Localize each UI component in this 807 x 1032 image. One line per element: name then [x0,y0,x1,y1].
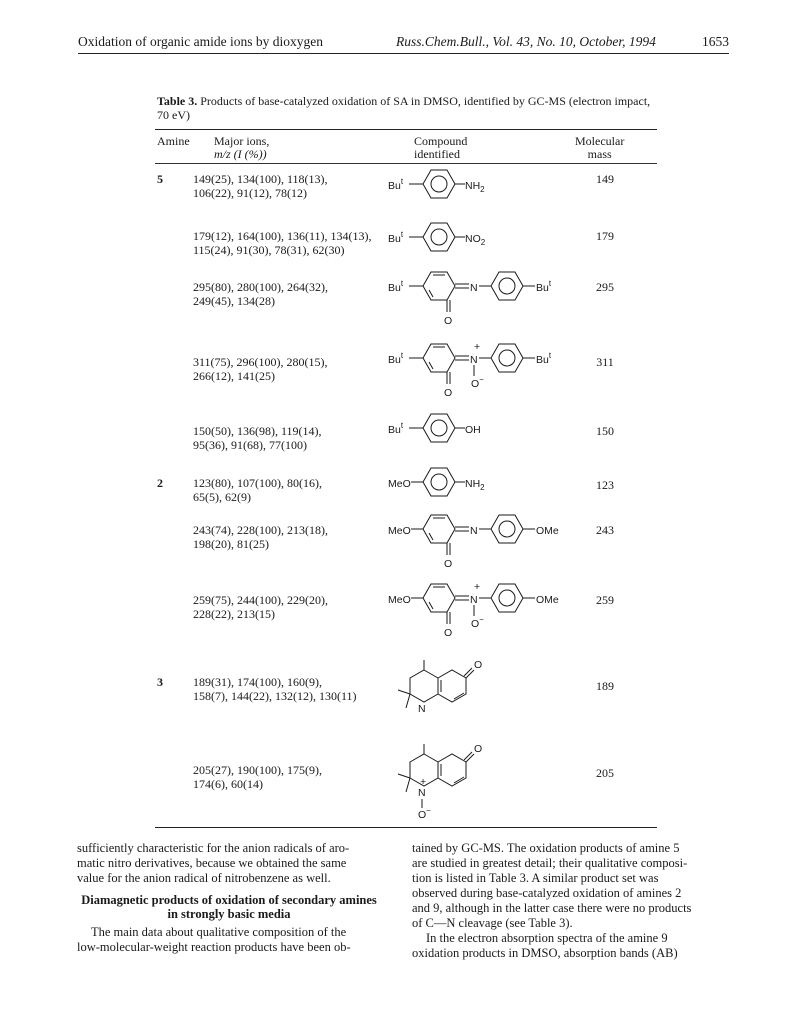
header-mass-line1: Molecular [575,134,625,148]
molecular-mass: 189 [596,679,614,693]
table-row-ions [193,280,393,308]
svg-text:But: Bu$^t$ [536,351,552,366]
structure-tbu-phenol [385,410,525,446]
structure-quinone-imine [385,268,585,328]
table-header-rule [155,163,657,164]
svg-text:O: O [474,743,483,755]
molecular-mass: 259 [596,593,614,607]
running-header-title: Oxidation of organic amide ions by dioxygen [78,34,323,49]
table-row-ions [193,172,393,200]
molecular-mass: 295 [596,280,614,294]
ions-line: 189(31), 174(100), 160(9), [193,675,322,689]
struct-group-right: $NH_2$ [465,180,485,194]
molecular-mass: 150 [596,424,614,438]
header-compound-line1: Compound [414,134,468,148]
svg-text:But: Bu$^t$ [536,279,552,294]
table-caption-text: Products of base-catalyzed oxidation of SA in DMSO, identified by GC-MS (electron impact, 70 eV) [157,94,651,122]
page-number: 1653 [702,34,729,49]
svg-text:NH2: $NH_2$ [465,478,485,492]
svg-text:O−: O− [471,615,484,630]
ions-line: 259(75), 244(100), 229(20), [193,593,328,607]
ions-line: 158(7), 144(22), 132(12), 130(11) [193,689,357,703]
ions-line: 249(45), 134(28) [193,294,275,308]
svg-text:O: O [474,659,483,671]
svg-text:OMe: OMe [536,594,559,606]
paragraph: The main data about qualitative composition of the low-molecular-weight reaction products have been ob- [77,925,351,954]
header-compound-line2: identified [414,147,460,161]
svg-text:OH: OH [465,424,481,436]
table-bottom-rule [155,827,657,828]
table-row-ions [193,763,393,791]
ions-line: 295(80), 280(100), 264(32), [193,280,328,294]
amine-label: 3 [157,675,163,689]
header-ions-line2: m/z (I (%)) [214,147,267,161]
ions-line: 149(25), 134(100), 118(13), [193,172,328,186]
ions-line: 106(22), 91(12), 78(12) [193,186,307,200]
svg-text:O: O [444,627,453,639]
svg-text:O−: O− [471,375,484,390]
ions-line: 95(36), 91(68), 77(100) [193,438,307,452]
structure-methoxy-quinone-imine [385,511,585,571]
table-row-ions [193,355,393,383]
header-mass [575,135,624,161]
svg-text:O: O [444,558,453,570]
svg-text:+: + [474,341,481,353]
svg-text:N: N [470,282,478,294]
ions-line: 150(50), 136(98), 119(14), [193,424,322,438]
ions-line: 266(12), 141(25) [193,369,275,383]
svg-text:O: O [444,387,453,399]
table-caption [157,94,652,122]
ions-line: 205(27), 190(100), 175(9), [193,763,322,777]
structure-methoxy-nitrone [385,580,585,650]
svg-text:But: Bu$^t$ [388,351,404,366]
header-compound [414,135,467,161]
svg-text:+: + [420,776,427,788]
header-ions [214,135,269,161]
molecular-mass: 243 [596,523,614,537]
svg-text:But: Bu$^t$ [388,421,404,436]
svg-text:N: N [418,703,426,715]
svg-text:O: O [444,315,453,327]
running-header-citation: Russ.Chem.Bull., Vol. 43, No. 10, October, 1994 [396,34,656,49]
table-caption-label: Table 3. [157,94,198,108]
section-heading: Diamagnetic products of oxidation of secondary amines in strongly basic media [81,893,377,921]
header-amine: Amine [157,134,190,148]
ions-line: 228(22), 213(15) [193,607,275,621]
molecular-mass: 149 [596,172,614,186]
svg-text:N: N [470,354,478,366]
header-mass-line2: mass [587,147,612,161]
molecular-mass: 123 [596,478,614,492]
running-header [78,34,729,52]
table-row-ions [193,675,393,703]
body-column-left [77,841,381,955]
structure-quinolinone-n-oxide [378,740,498,820]
molecular-mass: 205 [596,766,614,780]
svg-text:+: + [474,581,481,593]
table-row-ions [193,229,393,257]
svg-text:But: Bu$^t$ [388,279,404,294]
svg-text:MeO: MeO [388,478,411,490]
structure-tbu-aniline [385,166,525,202]
ions-line: 115(24), 91(30), 78(31), 62(30) [193,243,345,257]
svg-text:N: N [418,787,426,799]
amine-label: 5 [157,172,163,186]
ions-line: 174(6), 60(14) [193,777,263,791]
paragraph: sufficiently characteristic for the anion radicals of aro- matic nitro derivatives, because we obtained the same value for the anion radical of nitrobenzene as well. [77,841,350,885]
paragraph: tained by GC-MS. The oxidation products of amine 5 are studied in greatest detail; their qualitative composi- tion is listed in Table 3. A similar product set was observed during base-catalyzed oxidation of amines 2 and 9, although in the latter case there were no products of C—N cleavage (see Table 3). In the electron absorption spectra of the amine 9 oxidation products in DMSO, absorption bands (AB) [412,841,692,960]
table-row-ions [193,476,393,504]
table-row-ions [193,424,393,452]
svg-text:OMe: OMe [536,525,559,537]
structure-nitrone [385,340,585,410]
svg-text:NO2: $NO_2$ [465,233,486,247]
molecular-mass: 179 [596,229,614,243]
table-row-ions [193,593,393,621]
svg-text:MeO: MeO [388,525,411,537]
ions-line: 243(74), 228(100), 213(18), [193,523,328,537]
struct-group-left: Bu$^t$ [388,177,404,192]
amine-label: 2 [157,476,163,490]
header-ions-line1: Major ions, [214,134,270,148]
svg-text:N: N [470,594,478,606]
body-column-right [412,841,730,961]
svg-text:N: N [470,525,478,537]
ions-line: 65(5), 62(9) [193,490,251,504]
ions-line: 311(75), 296(100), 280(15), [193,355,328,369]
svg-text:But: Bu$^t$ [388,230,404,245]
svg-text:MeO: MeO [388,594,411,606]
table-row-ions [193,523,393,551]
structure-tbu-nitrobenzene [385,219,525,255]
svg-text:O−: O− [418,806,431,821]
ions-line: 123(80), 107(100), 80(16), [193,476,322,490]
ions-line: 179(12), 164(100), 136(11), 134(13), [193,229,372,243]
ions-line: 198(20), 81(25) [193,537,269,551]
header-rule [78,53,729,54]
table-top-rule [155,129,657,130]
molecular-mass: 311 [596,355,614,369]
structure-methoxy-aniline [385,464,525,500]
structure-quinolinone [378,656,498,716]
